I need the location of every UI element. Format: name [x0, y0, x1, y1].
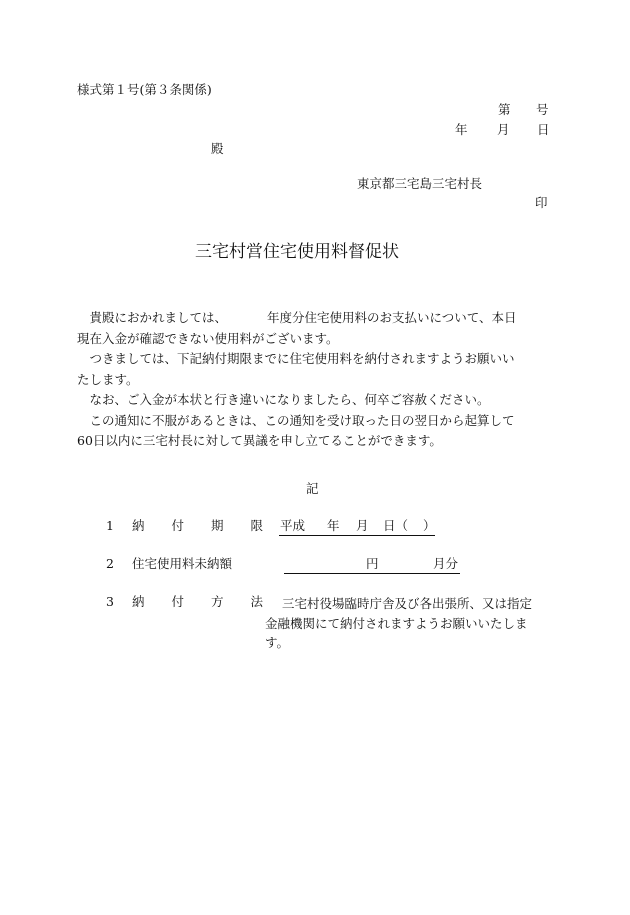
- item-3-value-line-3: す。: [265, 635, 290, 650]
- date-day: 日: [537, 122, 550, 137]
- paragraph-4-line-2: 60日以内に三宅村長に対して異議を申し立てることができます。: [77, 433, 442, 448]
- number-go: 号: [536, 102, 549, 117]
- item-2-number: 2: [106, 556, 114, 571]
- addressee-suffix: 殿: [211, 141, 224, 156]
- item-3-label: 納 付 方 法: [132, 594, 263, 609]
- date-year: 年: [455, 122, 468, 137]
- item-1-label: 納 付 期 限: [132, 518, 263, 533]
- item-1-number: 1: [106, 518, 114, 533]
- item-1-heisei: 平成: [280, 518, 306, 533]
- item-2-yen: 円: [366, 556, 379, 571]
- paragraph-3: なお、ご入金が本状と行き違いになりましたら、何卒ご容赦ください。: [89, 392, 490, 407]
- ki-heading: 記: [306, 481, 319, 496]
- document-title: 三宅村営住宅使用料督促状: [195, 242, 399, 262]
- item-3-value-line-1: 三宅村役場臨時庁舎及び各出張所、又は指定: [282, 596, 533, 611]
- item-1-underline: [279, 535, 435, 536]
- paragraph-4-line-1: この通知に不服があるときは、この通知を受け取った日の翌日から起算して: [89, 412, 515, 428]
- seal-mark: 印: [535, 195, 548, 210]
- item-2-label: 住宅使用料未納額: [132, 556, 233, 571]
- paragraph-1-line-2: 現在入金が確認できない使用料がございます。: [77, 330, 339, 346]
- number-dai: 第: [498, 102, 511, 117]
- item-1-day: 日（: [383, 518, 409, 533]
- date-month: 月: [497, 122, 510, 137]
- paragraph-2-line-1: つきましては、下記納付期限までに住宅使用料を納付されますようお願いい: [89, 351, 515, 366]
- item-1-year: 年: [327, 518, 340, 533]
- item-3-number: 3: [106, 594, 114, 609]
- item-1-close-paren: ）: [423, 518, 436, 533]
- item-2-month: 月分: [433, 556, 459, 571]
- item-1-month: 月: [356, 518, 369, 533]
- paragraph-2-line-2: たします。: [77, 371, 139, 387]
- item-2-underline: [284, 573, 460, 574]
- item-3-value-line-2: 金融機関にて納付されますようお願いいたしま: [265, 615, 528, 631]
- sender-name: 東京都三宅島三宅村長: [357, 176, 483, 191]
- item-3-value: [265, 594, 555, 653]
- paragraph-1-line-1: 貴殿におかれましては、 年度分住宅使用料のお支払いについて、本日: [89, 310, 517, 325]
- form-reference: 様式第１号(第３条関係): [77, 82, 212, 97]
- body-text: [77, 308, 549, 452]
